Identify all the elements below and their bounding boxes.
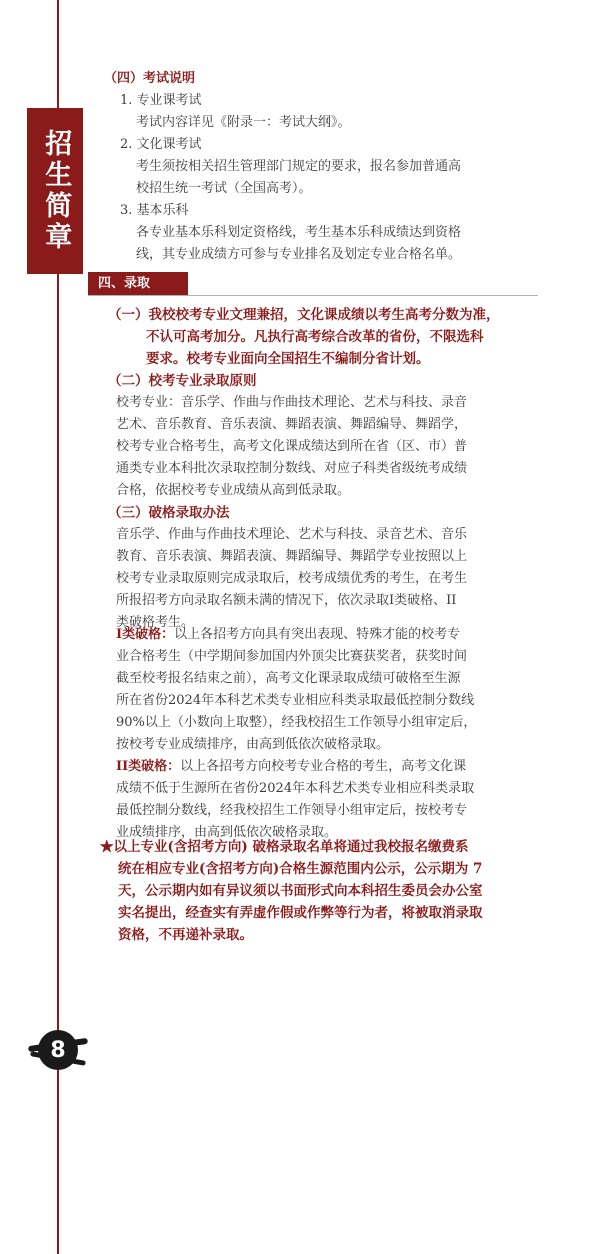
exam-section xyxy=(104,68,544,266)
rule-2-line: 校考专业：音乐学、作曲与作曲技术理论、艺术与科技、录音 xyxy=(116,395,468,410)
exam-item-2-body: 校招生统一考试（全国高考）。 xyxy=(136,181,312,196)
rule-2-line: 校考专业合格考生，高考文化课成绩达到所在省（区、市）普 xyxy=(116,439,468,454)
class-1-label: I类破格： xyxy=(116,627,175,642)
class-1-line: 截至校考报名结束之前），高考文化课录取成绩可破格至生源 xyxy=(116,671,461,686)
exam-item-3-title: 3. 基本乐科 xyxy=(120,203,189,218)
class-1-line: 按校考专业成绩排序，由高到低依次破格录取。 xyxy=(116,737,390,752)
side-title: 招生简章 xyxy=(40,129,72,253)
class-1-line: 90%以上（小数向上取整），经我校招生工作领导小组审定后， xyxy=(116,715,477,730)
notice-line: 资格，不再递补录取。 xyxy=(118,927,253,943)
rule-3-line: 校考专业录取原则完成录取后，校考成绩优秀的考生，在考生 xyxy=(116,571,468,586)
rule-1-line: 要求。校考专业面向全国招生不编制分省计划。 xyxy=(146,351,430,367)
class-1-line: 所在省份2024年本科艺术类专业相应科类录取最低控制分数线 xyxy=(116,693,475,708)
class-1-line: 以上各招考方向具有突出表现、特殊才能的校考专 xyxy=(174,627,461,642)
rule-2-line: 通类专业本科批次录取控制分数线、对应子科类省级统考成绩 xyxy=(116,461,468,476)
rule-2-line: 艺术、音乐教育、音乐表演、舞蹈表演、舞蹈编导、舞蹈学， xyxy=(116,417,468,432)
class-2-line: 最低控制分数线，经我校招生工作领导小组审定后，按校考专 xyxy=(116,803,468,818)
rule-2-line: 合格，依据校考专业成绩从高到低录取。 xyxy=(116,483,351,498)
rule-3-line: 教育、音乐表演、舞蹈表演、舞蹈编导、舞蹈学专业按照以上 xyxy=(116,549,468,564)
admission-rule-3 xyxy=(108,502,548,634)
exam-item-2-title: 2. 文化课考试 xyxy=(120,137,202,152)
rule-3-heading: （三）破格录取办法 xyxy=(108,505,230,521)
class-2-line: 以上各招考方向校考专业合格的考生，高考文化课 xyxy=(180,759,467,774)
admission-rule-2 xyxy=(108,370,548,502)
exam-item-2-body: 考生须按相关招生管理部门规定的要求，报名参加普通高 xyxy=(136,159,462,174)
exam-item-3-body: 各专业基本乐科划定资格线，考生基本乐科成绩达到资格 xyxy=(136,225,462,240)
class-1-line: 业合格考生（中学期间参加国内外顶尖比赛获奖者，获奖时间 xyxy=(116,649,468,664)
class-1-exception xyxy=(116,624,548,756)
publicity-notice xyxy=(100,836,550,946)
notice-line: ★以上专业(含招考方向) 破格录取名单将通过我校报名缴费系 xyxy=(100,839,469,855)
rule-3-line: 音乐学、作曲与作曲技术理论、艺术与科技、录音艺术、音乐 xyxy=(116,527,468,542)
rule-3-line: 所报招考方向录取名额未满的情况下，依次录取I类破格、II xyxy=(116,593,457,608)
notice-line: 实名提出，经查实有弄虚作假或作弊等行为者，将被取消录取 xyxy=(118,905,483,921)
notice-line: 统在相应专业(含招考方向)合格生源范围内公示，公示期为 7 xyxy=(118,861,483,877)
side-title-tab xyxy=(27,108,83,274)
class-2-line: 成绩不低于生源所在省份2024年本科艺术类专业相应科类录取 xyxy=(116,781,475,796)
exam-item-1-body: 考试内容详见《附录一：考试大纲》。 xyxy=(136,115,351,130)
exam-item-1-title: 1. 专业课考试 xyxy=(120,93,202,108)
page-number: 8 xyxy=(38,1030,78,1070)
class-2-label: II类破格： xyxy=(116,759,181,774)
section-divider xyxy=(88,295,538,296)
notice-line: 天，公示期内如有异议须以书面形式向本科招生委员会办公室 xyxy=(118,883,483,899)
rule-1-line: 不认可高考加分。凡执行高考综合改革的省份，不限选科 xyxy=(146,329,484,345)
admission-section-label: 四、录取 xyxy=(88,272,188,296)
admission-rule-1 xyxy=(108,304,548,370)
rule-3-line: 类破格考生。 xyxy=(116,615,195,630)
class-2-exception xyxy=(116,756,548,844)
class-2-line: 业成绩排序，由高到低依次破格录取。 xyxy=(116,825,338,840)
exam-item-3-body: 线，其专业成绩方可参与专业排名及划定专业合格名单。 xyxy=(136,247,462,262)
exam-heading: （四）考试说明 xyxy=(104,71,196,86)
rule-2-heading: （二）校考专业录取原则 xyxy=(108,373,257,389)
rule-1-line: （一）我校校考专业文理兼招，文化课成绩以考生高考分数为准， xyxy=(108,307,500,323)
